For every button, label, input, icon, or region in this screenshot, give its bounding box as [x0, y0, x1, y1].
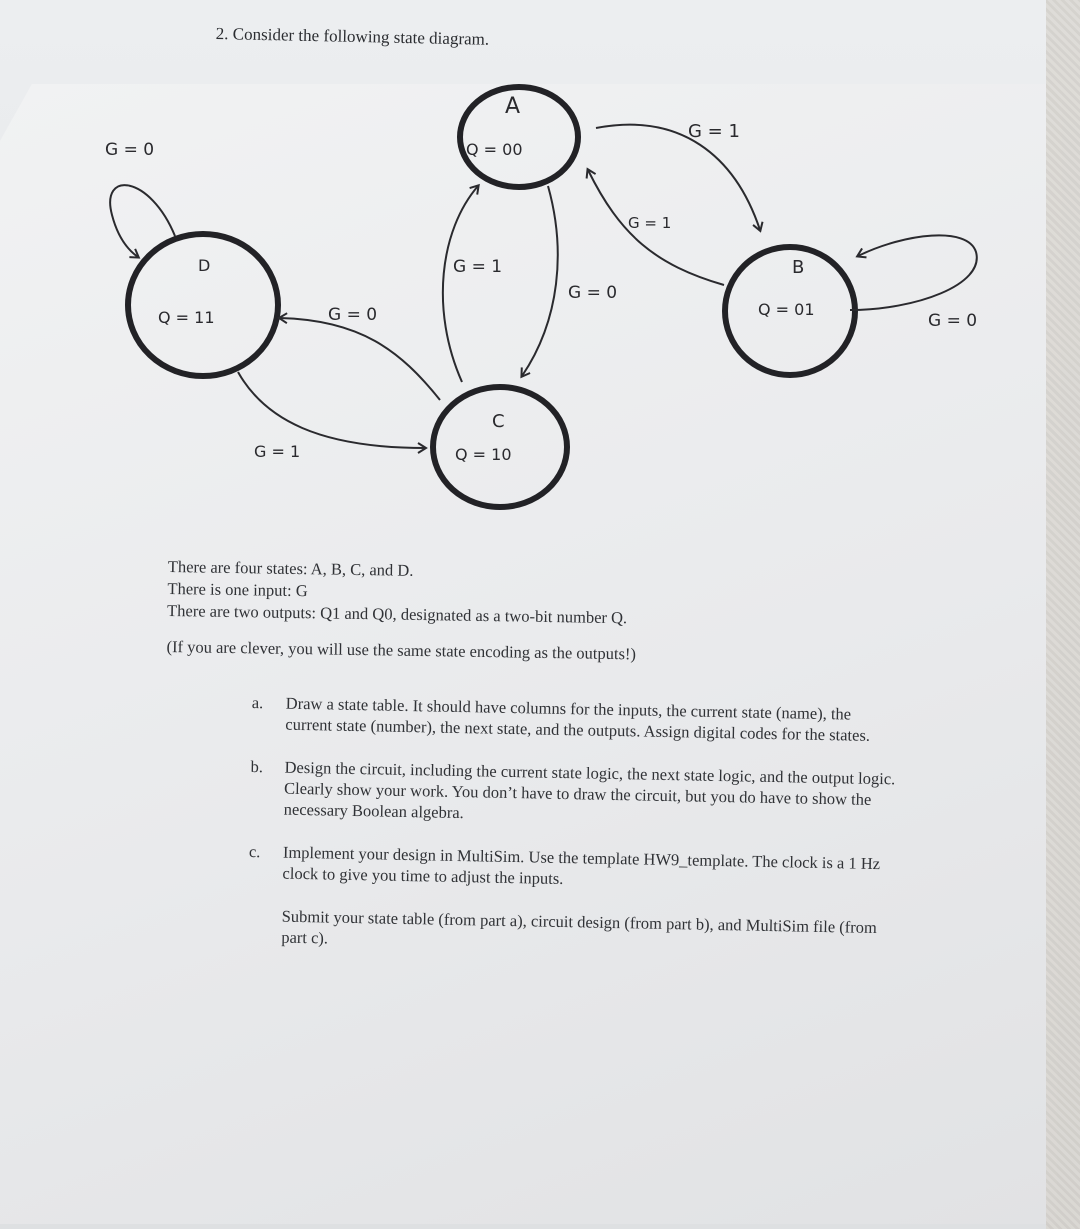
transition-label-a-to-c: G = 0 [568, 283, 618, 303]
intro-line-states: There are four states: A, B, C, and D. [167, 556, 414, 580]
task-text: Implement your design in MultiSim. Use the template HW9_template. The clock is a 1 Hz clock to give you time to adjust the inputs. [282, 842, 881, 889]
task-text: Design the circuit, including the current state logic, the next state logic, and the output logic. Clearly show your work. You don’t have to draw the circuit, but you do have to show the necessary Boolean algebra. [283, 757, 896, 823]
question-title: 2. Consider the following state diagram. [215, 24, 490, 49]
state-a-label: A [505, 94, 521, 119]
transition-d-to-c [238, 372, 425, 448]
transition-label-c-to-d: G = 0 [328, 305, 378, 325]
transition-label-b-to-a: G = 1 [628, 214, 672, 232]
intro-line-outputs: There are two outputs: Q1 and Q0, designated as a two-bit number Q. [166, 600, 628, 628]
task-letter: c. [248, 841, 261, 862]
transition-label-c-to-a: G = 1 [453, 257, 503, 277]
intro-line-hint: (If you are clever, you will use the same state encoding as the outputs!) [166, 636, 637, 664]
state-c-label: C [492, 411, 505, 432]
state-diagram [0, 0, 1080, 560]
transition-label-a-to-b: G = 1 [688, 121, 740, 142]
transition-a-to-c [522, 186, 558, 376]
state-d-output: Q = 11 [158, 308, 215, 327]
transition-label-d-to-c: G = 1 [254, 442, 301, 461]
transition-c-to-d [280, 318, 440, 400]
transition-label-b-self: G = 0 [928, 311, 978, 331]
task-list [247, 692, 902, 959]
state-a-output: Q = 00 [466, 140, 523, 159]
state-b-label: B [792, 257, 805, 278]
transition-c-to-a [443, 186, 478, 382]
intro-line-input: There is one input: G [167, 578, 308, 601]
transition-label-d-self: G = 0 [105, 140, 155, 160]
transition-b-self-loop [850, 235, 977, 310]
state-b-output: Q = 01 [758, 300, 815, 319]
state-d-label: D [198, 256, 211, 275]
state-c-output: Q = 10 [455, 445, 512, 464]
submit-instructions: Submit your state table (from part a), circuit design (from part b), and MultiSim file (from part c). [281, 906, 878, 948]
problem-intro [166, 556, 948, 670]
task-text: Draw a state table. It should have columns for the inputs, the current state (name), the current state (number), the next state, and the outputs. Assign digital codes for the states. [285, 693, 871, 745]
task-letter: a. [251, 692, 264, 713]
task-item-b [250, 756, 901, 831]
task-letter: b. [250, 756, 264, 777]
task-item-c [248, 841, 899, 895]
